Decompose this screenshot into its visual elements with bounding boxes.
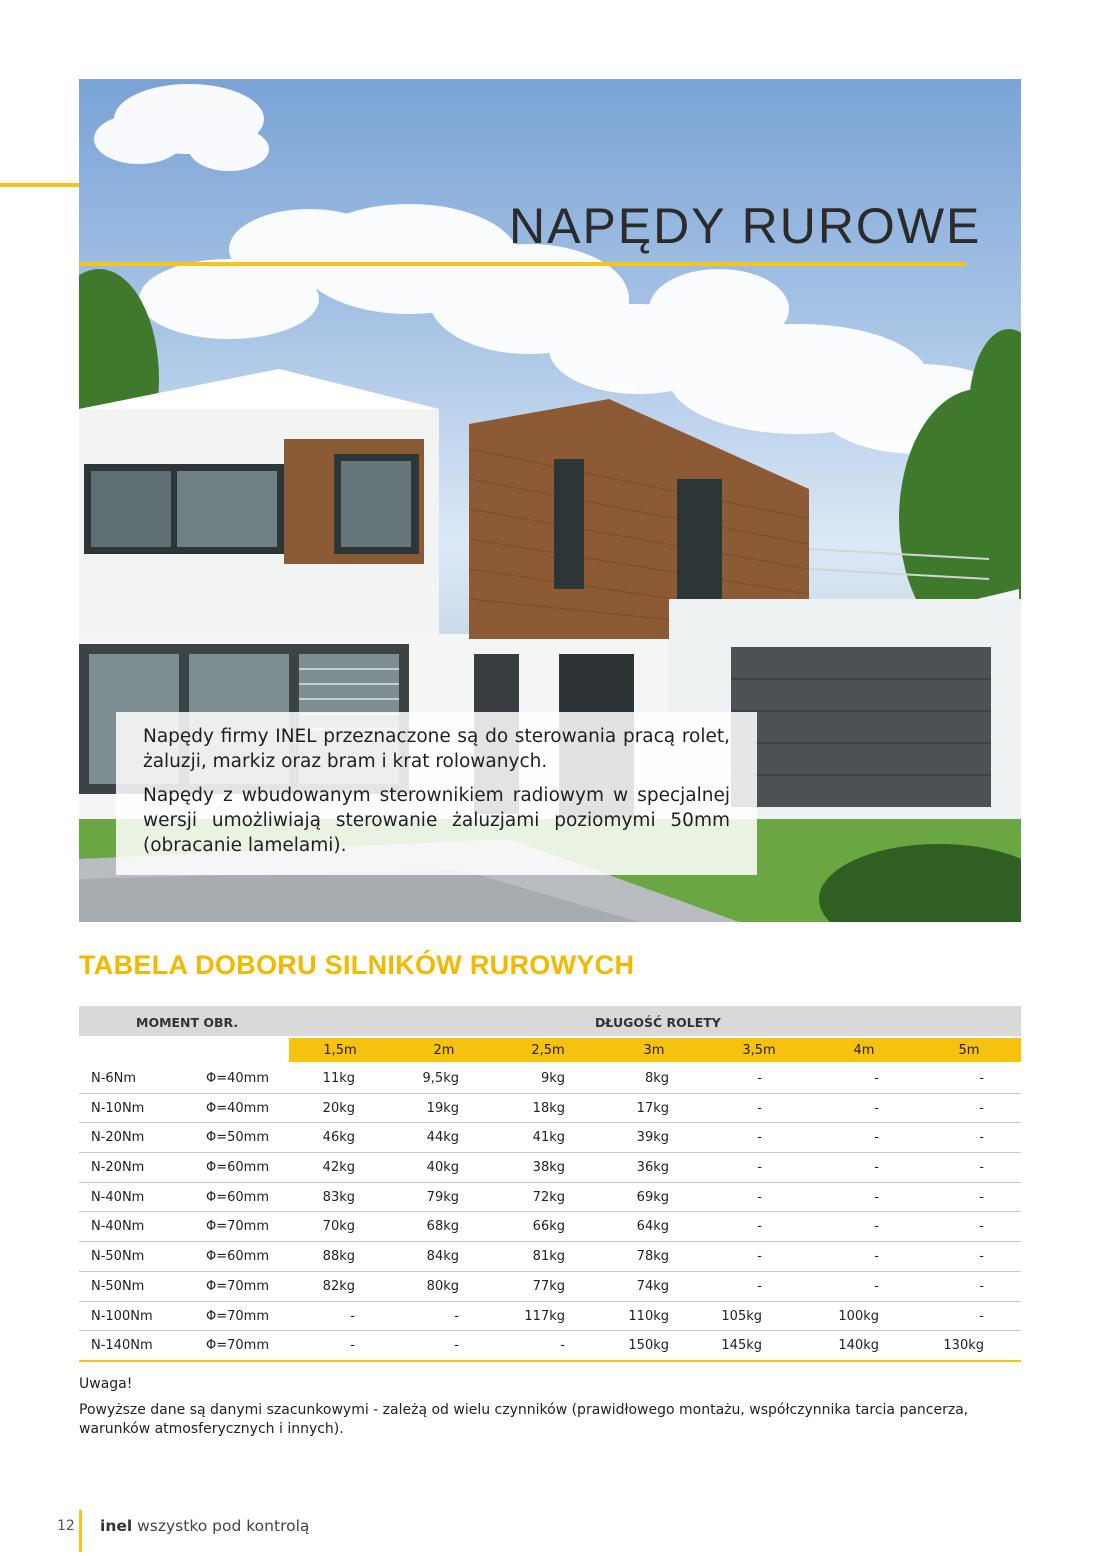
cell-load: - bbox=[979, 1278, 984, 1294]
cell-load: 84kg bbox=[426, 1249, 459, 1265]
cell-load: 44kg bbox=[426, 1130, 459, 1146]
cell-diameter: Φ=70mm bbox=[206, 1338, 269, 1354]
cell-load: 130kg bbox=[943, 1338, 984, 1354]
cell-load: - bbox=[757, 1278, 762, 1294]
cell-model: N-20Nm bbox=[91, 1130, 145, 1146]
length-label: 3,5m bbox=[742, 1043, 776, 1058]
note-text: Powyższe dane są danymi szacunkowymi - zależą od wielu czynników (prawidłowego montażu, współczynnika tarcia pancerza, warunków atmosferycznych i innych). bbox=[79, 1402, 969, 1437]
motor-selection-table bbox=[79, 1006, 1021, 1362]
table-row bbox=[79, 1123, 1021, 1153]
page-title: NAPĘDY RUROWE bbox=[509, 198, 982, 254]
cell-load: 72kg bbox=[532, 1189, 565, 1205]
cell-load: - bbox=[757, 1130, 762, 1146]
cell-load: 11kg bbox=[322, 1071, 355, 1086]
intro-box bbox=[116, 712, 757, 875]
cell-diameter: Φ=40mm bbox=[206, 1100, 269, 1116]
title-rule bbox=[79, 262, 966, 266]
cell-load: 69kg bbox=[636, 1189, 669, 1205]
table-row bbox=[79, 1331, 1021, 1362]
cell-load: 8kg bbox=[644, 1071, 669, 1086]
header-length: DŁUGOŚĆ ROLETY bbox=[595, 1015, 721, 1030]
table-row bbox=[79, 1064, 1021, 1094]
cell-load: - bbox=[757, 1071, 762, 1086]
cell-load: 19kg bbox=[426, 1100, 459, 1116]
cell-load: - bbox=[979, 1219, 984, 1235]
length-label: 5m bbox=[958, 1043, 980, 1058]
cell-model: N-40Nm bbox=[91, 1189, 145, 1205]
cell-load: 9kg bbox=[540, 1071, 565, 1086]
cell-load: 39kg bbox=[636, 1130, 669, 1146]
cell-load: - bbox=[979, 1130, 984, 1146]
section-title: TABELA DOBORU SILNIKÓW RUROWYCH bbox=[79, 950, 635, 980]
cell-load: 74kg bbox=[636, 1278, 669, 1294]
page-number: 12 bbox=[57, 1518, 75, 1534]
cell-load: 41kg bbox=[532, 1130, 565, 1146]
cell-load: 105kg bbox=[721, 1308, 762, 1324]
cell-load: - bbox=[757, 1100, 762, 1116]
cell-load: 83kg bbox=[322, 1189, 355, 1205]
footer-brand bbox=[100, 1517, 309, 1535]
cell-diameter: Φ=60mm bbox=[206, 1249, 269, 1265]
cell-load: - bbox=[560, 1338, 565, 1354]
table-body bbox=[79, 1064, 1021, 1362]
table-length-row bbox=[79, 1036, 1021, 1064]
length-label: 1,5m bbox=[323, 1043, 357, 1058]
cell-load: 42kg bbox=[322, 1160, 355, 1176]
length-label: 4m bbox=[853, 1043, 875, 1058]
note-heading: Uwaga! bbox=[79, 1376, 133, 1392]
cell-load: - bbox=[350, 1308, 355, 1324]
cell-load: - bbox=[874, 1249, 879, 1265]
cell-diameter: Φ=70mm bbox=[206, 1278, 269, 1294]
cell-load: 100kg bbox=[838, 1308, 879, 1324]
cell-load: 78kg bbox=[636, 1249, 669, 1265]
table-row bbox=[79, 1212, 1021, 1242]
length-label: 3m bbox=[643, 1043, 665, 1058]
cell-load: - bbox=[979, 1071, 984, 1086]
cell-load: 18kg bbox=[532, 1100, 565, 1116]
cell-load: - bbox=[454, 1338, 459, 1354]
intro-paragraph-1: Napędy firmy INEL przeznaczone są do sterowania pracą rolet, żaluzji, markiz oraz bram i krat rolowanych. bbox=[143, 726, 730, 772]
cell-load: 140kg bbox=[838, 1338, 879, 1354]
cell-model: N-100Nm bbox=[91, 1308, 153, 1324]
cell-load: 64kg bbox=[636, 1219, 669, 1235]
cell-load: - bbox=[874, 1219, 879, 1235]
cell-load: 79kg bbox=[426, 1189, 459, 1205]
table-row bbox=[79, 1094, 1021, 1124]
cell-diameter: Φ=70mm bbox=[206, 1308, 269, 1324]
cell-load: - bbox=[757, 1189, 762, 1205]
title-rule-left bbox=[0, 183, 79, 187]
cell-load: 82kg bbox=[322, 1278, 355, 1294]
cell-load: 150kg bbox=[628, 1338, 669, 1354]
brand-tagline: wszystko pod kontrolą bbox=[137, 1517, 310, 1535]
cell-load: - bbox=[874, 1130, 879, 1146]
cell-load: 117kg bbox=[524, 1308, 565, 1324]
cell-load: 80kg bbox=[426, 1278, 459, 1294]
cell-load: - bbox=[979, 1100, 984, 1116]
cell-load: - bbox=[979, 1160, 984, 1176]
length-label: 2,5m bbox=[531, 1043, 565, 1058]
cell-load: 145kg bbox=[721, 1338, 762, 1354]
cell-load: 46kg bbox=[322, 1130, 355, 1146]
cell-load: - bbox=[874, 1160, 879, 1176]
table-row bbox=[79, 1153, 1021, 1183]
cell-load: 20kg bbox=[322, 1100, 355, 1116]
cell-load: - bbox=[757, 1160, 762, 1176]
cell-load: 110kg bbox=[628, 1308, 669, 1324]
cell-diameter: Φ=60mm bbox=[206, 1189, 269, 1205]
cell-model: N-140Nm bbox=[91, 1338, 153, 1354]
cell-load: 81kg bbox=[532, 1249, 565, 1265]
cell-diameter: Φ=40mm bbox=[206, 1071, 269, 1086]
header-moment: MOMENT OBR. bbox=[136, 1015, 239, 1030]
cell-load: - bbox=[874, 1189, 879, 1205]
cell-load: - bbox=[874, 1071, 879, 1086]
cell-load: 36kg bbox=[636, 1160, 669, 1176]
cell-model: N-50Nm bbox=[91, 1278, 145, 1294]
cell-load: 70kg bbox=[322, 1219, 355, 1235]
cell-load: - bbox=[979, 1189, 984, 1205]
cell-load: - bbox=[979, 1308, 984, 1324]
cell-model: N-40Nm bbox=[91, 1219, 145, 1235]
cell-load: 9,5kg bbox=[422, 1071, 459, 1086]
cell-load: 88kg bbox=[322, 1249, 355, 1265]
cell-load: - bbox=[350, 1338, 355, 1354]
cell-load: - bbox=[454, 1308, 459, 1324]
table-row bbox=[79, 1183, 1021, 1213]
cell-load: 77kg bbox=[532, 1278, 565, 1294]
cell-load: 38kg bbox=[532, 1160, 565, 1176]
intro-paragraph-2: Napędy z wbudowanym sterownikiem radiowym w specjalnej wersji umożliwiają sterowanie żaluzjami poziomymi 50mm (obracanie lamelami). bbox=[143, 785, 730, 856]
note bbox=[79, 1375, 1039, 1446]
cell-model: N-10Nm bbox=[91, 1100, 145, 1116]
cell-load: - bbox=[757, 1249, 762, 1265]
table-row bbox=[79, 1272, 1021, 1302]
length-label: 2m bbox=[433, 1043, 455, 1058]
cell-model: N-6Nm bbox=[91, 1071, 137, 1086]
cell-load: 66kg bbox=[532, 1219, 565, 1235]
cell-load: - bbox=[874, 1278, 879, 1294]
cell-diameter: Φ=50mm bbox=[206, 1130, 269, 1146]
footer-divider bbox=[79, 1510, 82, 1552]
table-row bbox=[79, 1242, 1021, 1272]
cell-load: - bbox=[874, 1100, 879, 1116]
cell-model: N-20Nm bbox=[91, 1160, 145, 1176]
cell-diameter: Φ=70mm bbox=[206, 1219, 269, 1235]
cell-model: N-50Nm bbox=[91, 1249, 145, 1265]
cell-load: 68kg bbox=[426, 1219, 459, 1235]
cell-load: - bbox=[757, 1219, 762, 1235]
cell-load: - bbox=[979, 1249, 984, 1265]
cell-diameter: Φ=60mm bbox=[206, 1160, 269, 1176]
brand-logo: inel bbox=[100, 1517, 133, 1535]
table-row bbox=[79, 1302, 1021, 1332]
table-header-row bbox=[79, 1006, 1021, 1036]
cell-load: 40kg bbox=[426, 1160, 459, 1176]
cell-load: 17kg bbox=[636, 1100, 669, 1116]
